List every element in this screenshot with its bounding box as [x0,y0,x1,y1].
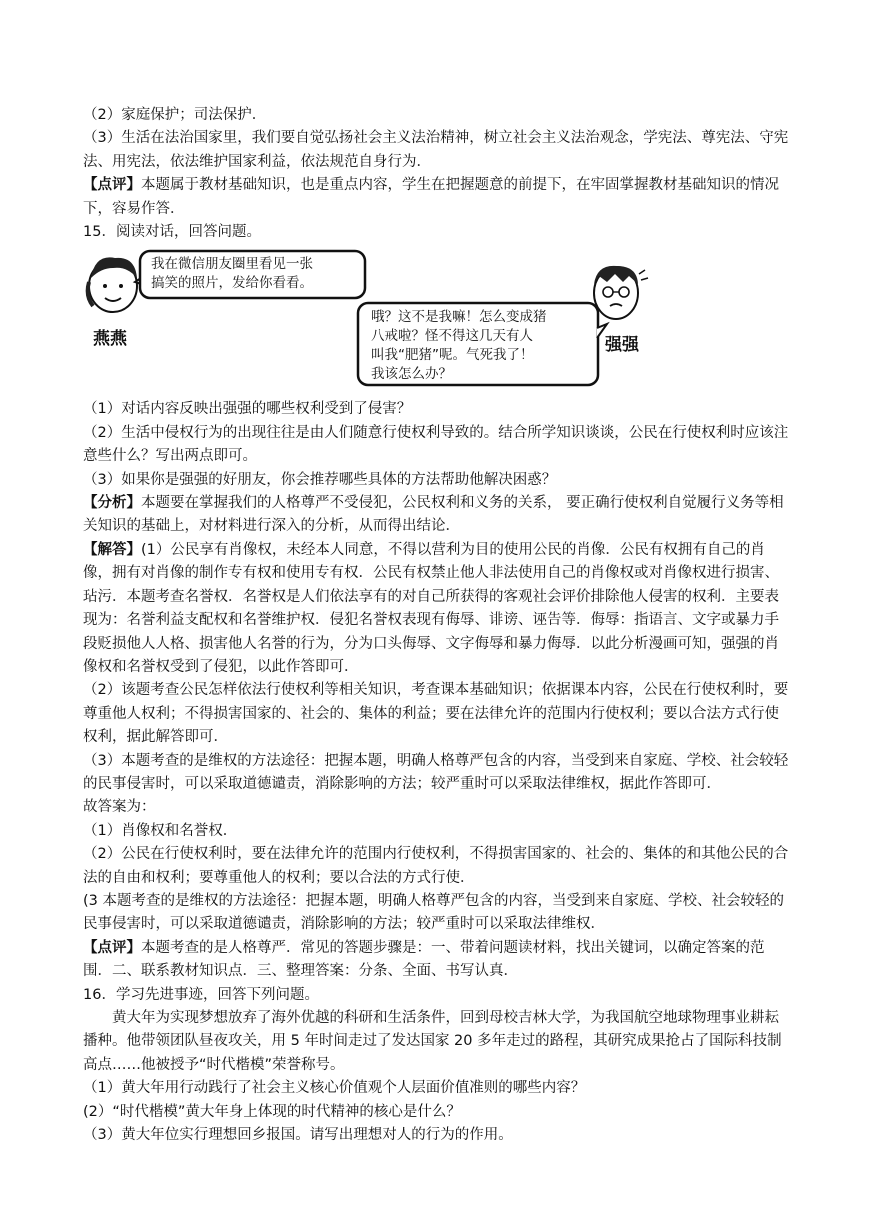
left-bubble-line-2: 搞笑的照片，发给你看看。 [151,275,313,292]
question-15-1: （1）对话内容反映出强强的哪些权利受到了侵害？ [83,401,412,418]
answer-line-3: （3）生活在法治国家里，我们要自觉弘扬社会主义法治精神，树立社会主义法治观念，学宪法、尊宪法、守宪法、用宪法，依法维护国家利益，依法规范自身行为． [83,130,789,170]
question-16-passage: 黄大年为实现梦想放弃了海外优越的科研和生活条件，回到母校吉林大学，为我国航空地球物理事业耕耘播种。他带领团队昼夜攻关，用 5 年时间走过了发达国家 20 多年走过的路程，其研究成果抢占了国际科技制高点……他被授予“时代楷模”荣誉称号。 [83,1010,782,1073]
question-16-3: （3）黄大年位实行理想回乡报国。请写出理想对人的行为的作用。 [83,1127,513,1144]
question-15-title: 15．阅读对话，回答问题。 [83,224,261,241]
comment-text-2: 本题考查的是人格尊严．常见的答题步骤是：一、带着问题读材料，找出关键词，以确定答案的范围．二、联系教材知识点．三、整理答案：分条、全面、书写认真． [83,939,765,980]
left-bubble-line-1: 我在微信朋友圈里看见一张 [151,256,313,273]
comment-paragraph [83,174,793,221]
question-16-2: (2）“时代楷模”黄大年身上体现的时代精神的核心是什么？ [83,1103,461,1120]
comment-paragraph-2 [83,937,793,984]
answer-paragraph-2: （2）该题考查公民怎样依法行使权利等相关知识，考查课本基础知识；依据课本内容，公民在行使权利时，要尊重他人权利；不得损害国家的、社会的、集体的利益；要在法律允许的范围内行使权利；要以合法方式行使权利，据此解答即可． [83,682,789,746]
analysis-tag: 【分析】 [83,495,141,512]
comment-text: 本题属于教材基础知识，也是重点内容，学生在把握题意的前提下，在牢固掌握教材基础知识的情况下，容易作答． [83,177,779,217]
answer-paragraph-1 [83,539,793,679]
right-speaker-name: 强强 [605,335,639,356]
answer-paragraph-7: (3 本题考查的是维权的方法途径：把握本题，明确人格尊严包含的内容，当受到来自家庭、学校、社会较轻的民事侵害时，可以采取道德谴责，消除影响的方法；较严重时可以采取法律维权． [83,892,784,933]
analysis-text: 本题要在掌握我们的人格尊严不受侵犯，公民权利和义务的关系， 要正确行使权利自觉履行义务等相关知识的基础上，对材料进行深入的分析，从而得出结论． [83,495,784,535]
question-15-2: （2）生活中侵权行为的出现往往是由人们随意行使权利导致的。结合所学知识谈谈，公民在行使权利时应该注意些什么？写出两点即可。 [83,424,789,465]
right-bubble-line-2: 八戒啦？怪不得这几天有人 [371,328,533,345]
girl-figure [88,258,137,313]
comment-tag-2: 【点评】 [83,939,141,956]
right-bubble-line-3: 叫我“肥猪”呢。气死我了！ [371,347,534,364]
boy-figure [594,266,648,319]
question-15-3: （3）如果你是强强的好朋友，你会推荐哪些具体的方法帮助他解决困惑？ [83,471,557,488]
document-page [83,104,793,1147]
question-16-title: 16．学习先进事迹，回答下列问题。 [83,986,319,1003]
analysis-paragraph [83,492,793,539]
answer-text-1: (1）公民享有肖像权，未经本人同意，不得以营利为目的使用公民的肖像．公民有权拥有自己的肖像，拥有对肖像的制作专有权和使用专有权．公民有权禁止他人非法使用自己的肖像权或对肖像权进行损害、玷污．本题考查名誉权．名誉权是人们依法享有的对自己所获得的客观社会评价排除他人侵害的权利．主要表现为：名誉利益支配权和名誉维护权．侵犯名誉权表现有侮辱、诽谤、诬告等．侮辱：指语言、文字或暴力手段贬损他人人格、损害他人名誉的行为，分为口头侮辱、文字侮辱和暴力侮辱．以此分析漫画可知，强强的肖像权和名誉权受到了侵犯，以此作答即可． [83,541,779,675]
answer-paragraph-4: 故答案为： [83,799,156,816]
answer-tag: 【解答】 [83,541,141,558]
question-16-1: （1）黄大年用行动践行了社会主义核心价值观个人层面价值准则的哪些内容？ [83,1080,586,1097]
answer-line-2: （2）家庭保护；司法保护． [83,107,267,123]
comic-dialogue [83,248,793,396]
answer-paragraph-5: （1）肖像权和名誉权． [83,822,238,839]
left-speaker-name: 燕燕 [93,329,127,350]
right-bubble-line-4: 我该怎么办？ [371,366,452,383]
answer-paragraph-6: （2）公民在行使权利时，要在法律允许的范围内行使权利，不得损害国家的、社会的、集体的和其他公民的合法的自由和权利；要尊重他人的权利；要以合法的方式行使． [83,846,789,886]
right-bubble-line-1: 哦？这不是我嘛！怎么变成猪 [371,309,547,326]
comment-tag: 【点评】 [83,177,141,194]
answer-paragraph-3: （3）本题考查的是维权的方法途径：把握本题，明确人格尊严包含的内容，当受到来自家庭、学校、社会较轻的民事侵害时，可以采取道德谴责，消除影响的方法；较严重时可以采取法律维权，据此作答即可． [83,752,789,792]
